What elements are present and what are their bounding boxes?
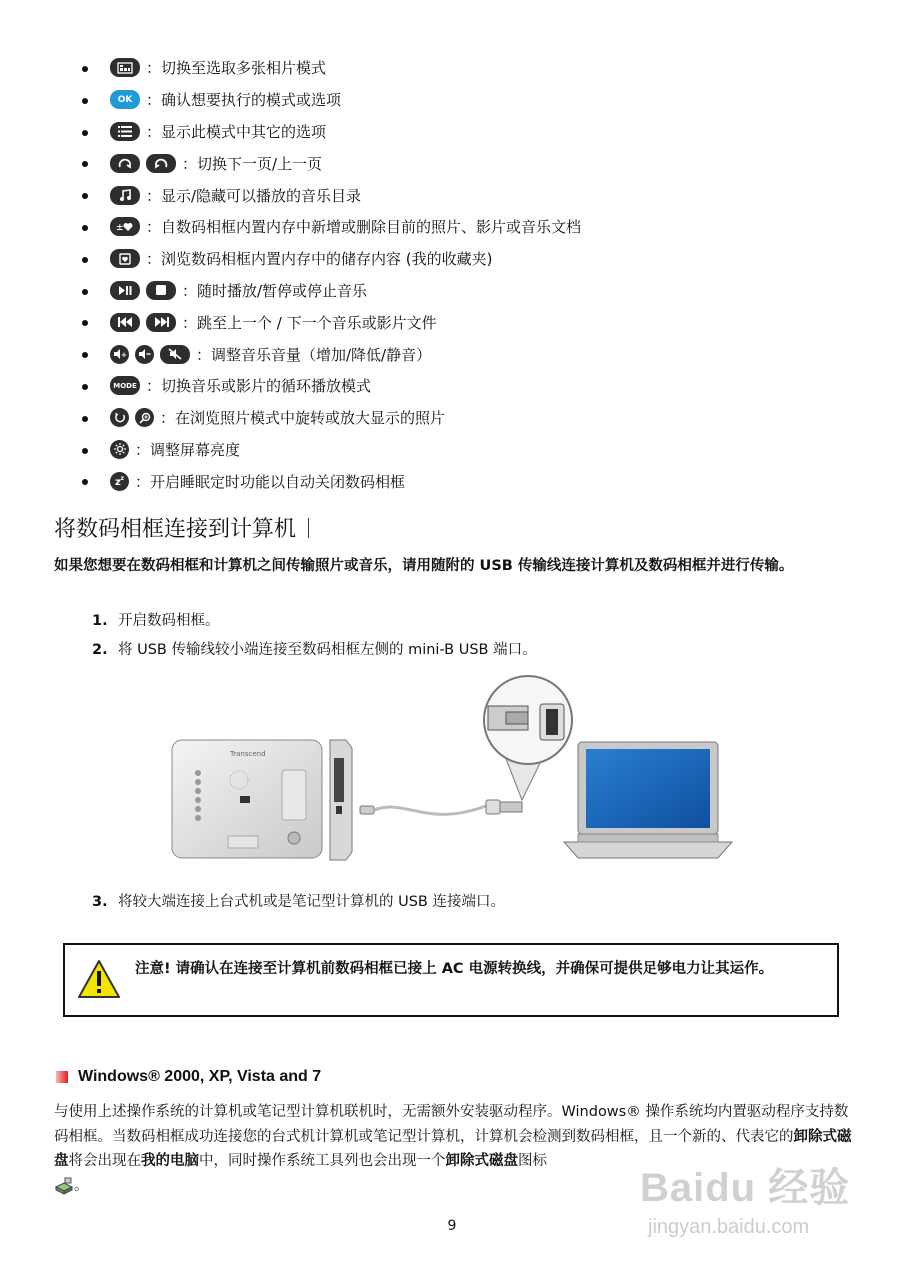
- list-item: [0, 116, 904, 148]
- list-item: [0, 211, 904, 243]
- bullet-text: ：调整音乐音量（增加/降低/静音）: [196, 345, 432, 364]
- add-remove-favorite-icon: [110, 217, 140, 236]
- bullet-text: ：显示此模式中其它的选项: [146, 122, 327, 141]
- bullet-text: ：在浏览照片模式中旋转或放大显示的照片: [160, 409, 446, 428]
- list-item: [0, 275, 904, 307]
- previous-track-icon: [110, 313, 140, 332]
- step-3: 3. 将较大端连接上台式机或是笔记型计算机的 USB 连接端口。: [92, 894, 505, 910]
- favorites-icon: [110, 249, 140, 268]
- warning-box: [63, 943, 839, 1017]
- bullet: [82, 352, 88, 358]
- bullet-text: ：确认想要执行的模式或选项: [146, 91, 342, 110]
- bullet: [82, 257, 88, 263]
- next-track-icon: [146, 313, 176, 332]
- mute-icon: [160, 345, 190, 364]
- list-item: [0, 434, 904, 466]
- connection-illustration: [166, 678, 732, 874]
- volume-down-icon: [135, 345, 154, 364]
- warning-triangle-icon: [77, 959, 121, 999]
- bullet-text: ：切换音乐或影片的循环播放模式: [146, 377, 372, 396]
- bullet-text: ：调整屏幕亮度: [135, 440, 241, 459]
- bullet: [82, 448, 88, 454]
- photo-frame-side: [330, 740, 352, 860]
- bullet: [82, 384, 88, 390]
- svg-text:z: z: [114, 477, 121, 489]
- svg-text:±: ±: [116, 223, 124, 234]
- bullet: [82, 66, 88, 72]
- bullet: [82, 320, 88, 326]
- list-item: [0, 147, 904, 179]
- windows-paragraph: 与使用上述操作系统的计算机或笔记型计算机联机时，无需额外安装驱动程序。Windows® 操作系统均内置驱动程序支持数码相框。当数码相框成功连接您的台式机计算机或笔记型计算机，计算机会检测到数码相框，且一个新的、代表它的卸除式磁盘将会出现在我的电脑中，同时操作系统工具列也会出现一个卸除式磁盘图标 。: [54, 1104, 852, 1194]
- prev-page-icon: [146, 154, 176, 173]
- sleep-timer-icon: [110, 472, 129, 491]
- usb-cable: [360, 800, 522, 814]
- list-item: [0, 306, 904, 338]
- bullet: [82, 161, 88, 167]
- watermark-logo: Baidu 经验: [640, 1166, 851, 1210]
- heading-marker: [56, 1071, 68, 1083]
- next-page-icon: [110, 154, 140, 173]
- warning-text: 注意! 请确认在连接至计算机前数码相框已接上 AC 电源转换线，并确保可提供足够电力让其运作。: [135, 961, 774, 977]
- bullet-text: ：随时播放/暂停或停止音乐: [182, 281, 368, 300]
- rotate-icon: [110, 408, 129, 427]
- bullet: [82, 479, 88, 485]
- play-pause-icon: [110, 281, 140, 300]
- music-list-icon: [110, 186, 140, 205]
- bullet: [82, 98, 88, 104]
- section-intro: 如果您想要在数码相框和计算机之间传输照片或音乐，请用随附的 USB 传输线连接计算机及数码相框并进行传输。: [54, 558, 794, 574]
- stop-icon: [146, 281, 176, 300]
- zoom-icon: [135, 408, 154, 427]
- bullet: [82, 130, 88, 136]
- watermark: [640, 1156, 890, 1256]
- removable-disk-icon: [54, 1177, 74, 1195]
- laptop: [564, 742, 732, 858]
- list-item: [0, 338, 904, 370]
- brightness-icon: [110, 440, 129, 459]
- bullet: [82, 225, 88, 231]
- photo-frame-back: [172, 740, 322, 858]
- bullet-text: ：跳至上一个 / 下一个音乐或影片文件: [182, 313, 437, 332]
- bullet: [82, 193, 88, 199]
- page-number: 9: [447, 1218, 457, 1234]
- bullet-text: ：显示/隐藏可以播放的音乐目录: [146, 186, 362, 205]
- step-1: 1. 开启数码相框。: [92, 613, 220, 629]
- svg-text:+: +: [120, 351, 127, 360]
- bullet-text: ：切换至选取多张相片模式: [146, 59, 327, 78]
- mode-icon: MODE: [110, 376, 140, 395]
- frame-brand-label: Transcend: [230, 750, 266, 758]
- list-item: [0, 84, 904, 116]
- bullet-text: ：开启睡眠定时功能以自动关闭数码相框: [135, 472, 406, 491]
- list-item: [0, 370, 904, 402]
- watermark-url: jingyan.baidu.com: [648, 1216, 810, 1238]
- multi-photo-icon: [110, 58, 140, 77]
- windows-heading: Windows® 2000, XP, Vista and 7: [56, 1068, 321, 1086]
- bullet: [82, 416, 88, 422]
- section-heading: 将数码相框连接到计算机: [54, 512, 309, 543]
- bullet-text: ：浏览数码相框内置内存中的储存内容 (我的收藏夹): [146, 250, 493, 269]
- list-item: [0, 243, 904, 275]
- menu-icon: [110, 122, 140, 141]
- button-function-list: [0, 52, 904, 497]
- usb-port-callout: [484, 676, 572, 800]
- list-item: [0, 52, 904, 84]
- ok-icon: OK: [110, 90, 140, 109]
- bullet: [82, 289, 88, 295]
- list-item: [0, 465, 904, 497]
- svg-text:z: z: [120, 475, 124, 483]
- volume-up-icon: [110, 345, 129, 364]
- bullet-text: ：切换下一页/上一页: [182, 154, 323, 173]
- step-2: 2. 将 USB 传输线较小端连接至数码相框左侧的 mini-B USB 端口。: [92, 642, 537, 658]
- list-item: [0, 179, 904, 211]
- bullet-text: ：自数码相框内置内存中新增或删除目前的照片、影片或音乐文档: [146, 218, 582, 237]
- list-item: [0, 402, 904, 434]
